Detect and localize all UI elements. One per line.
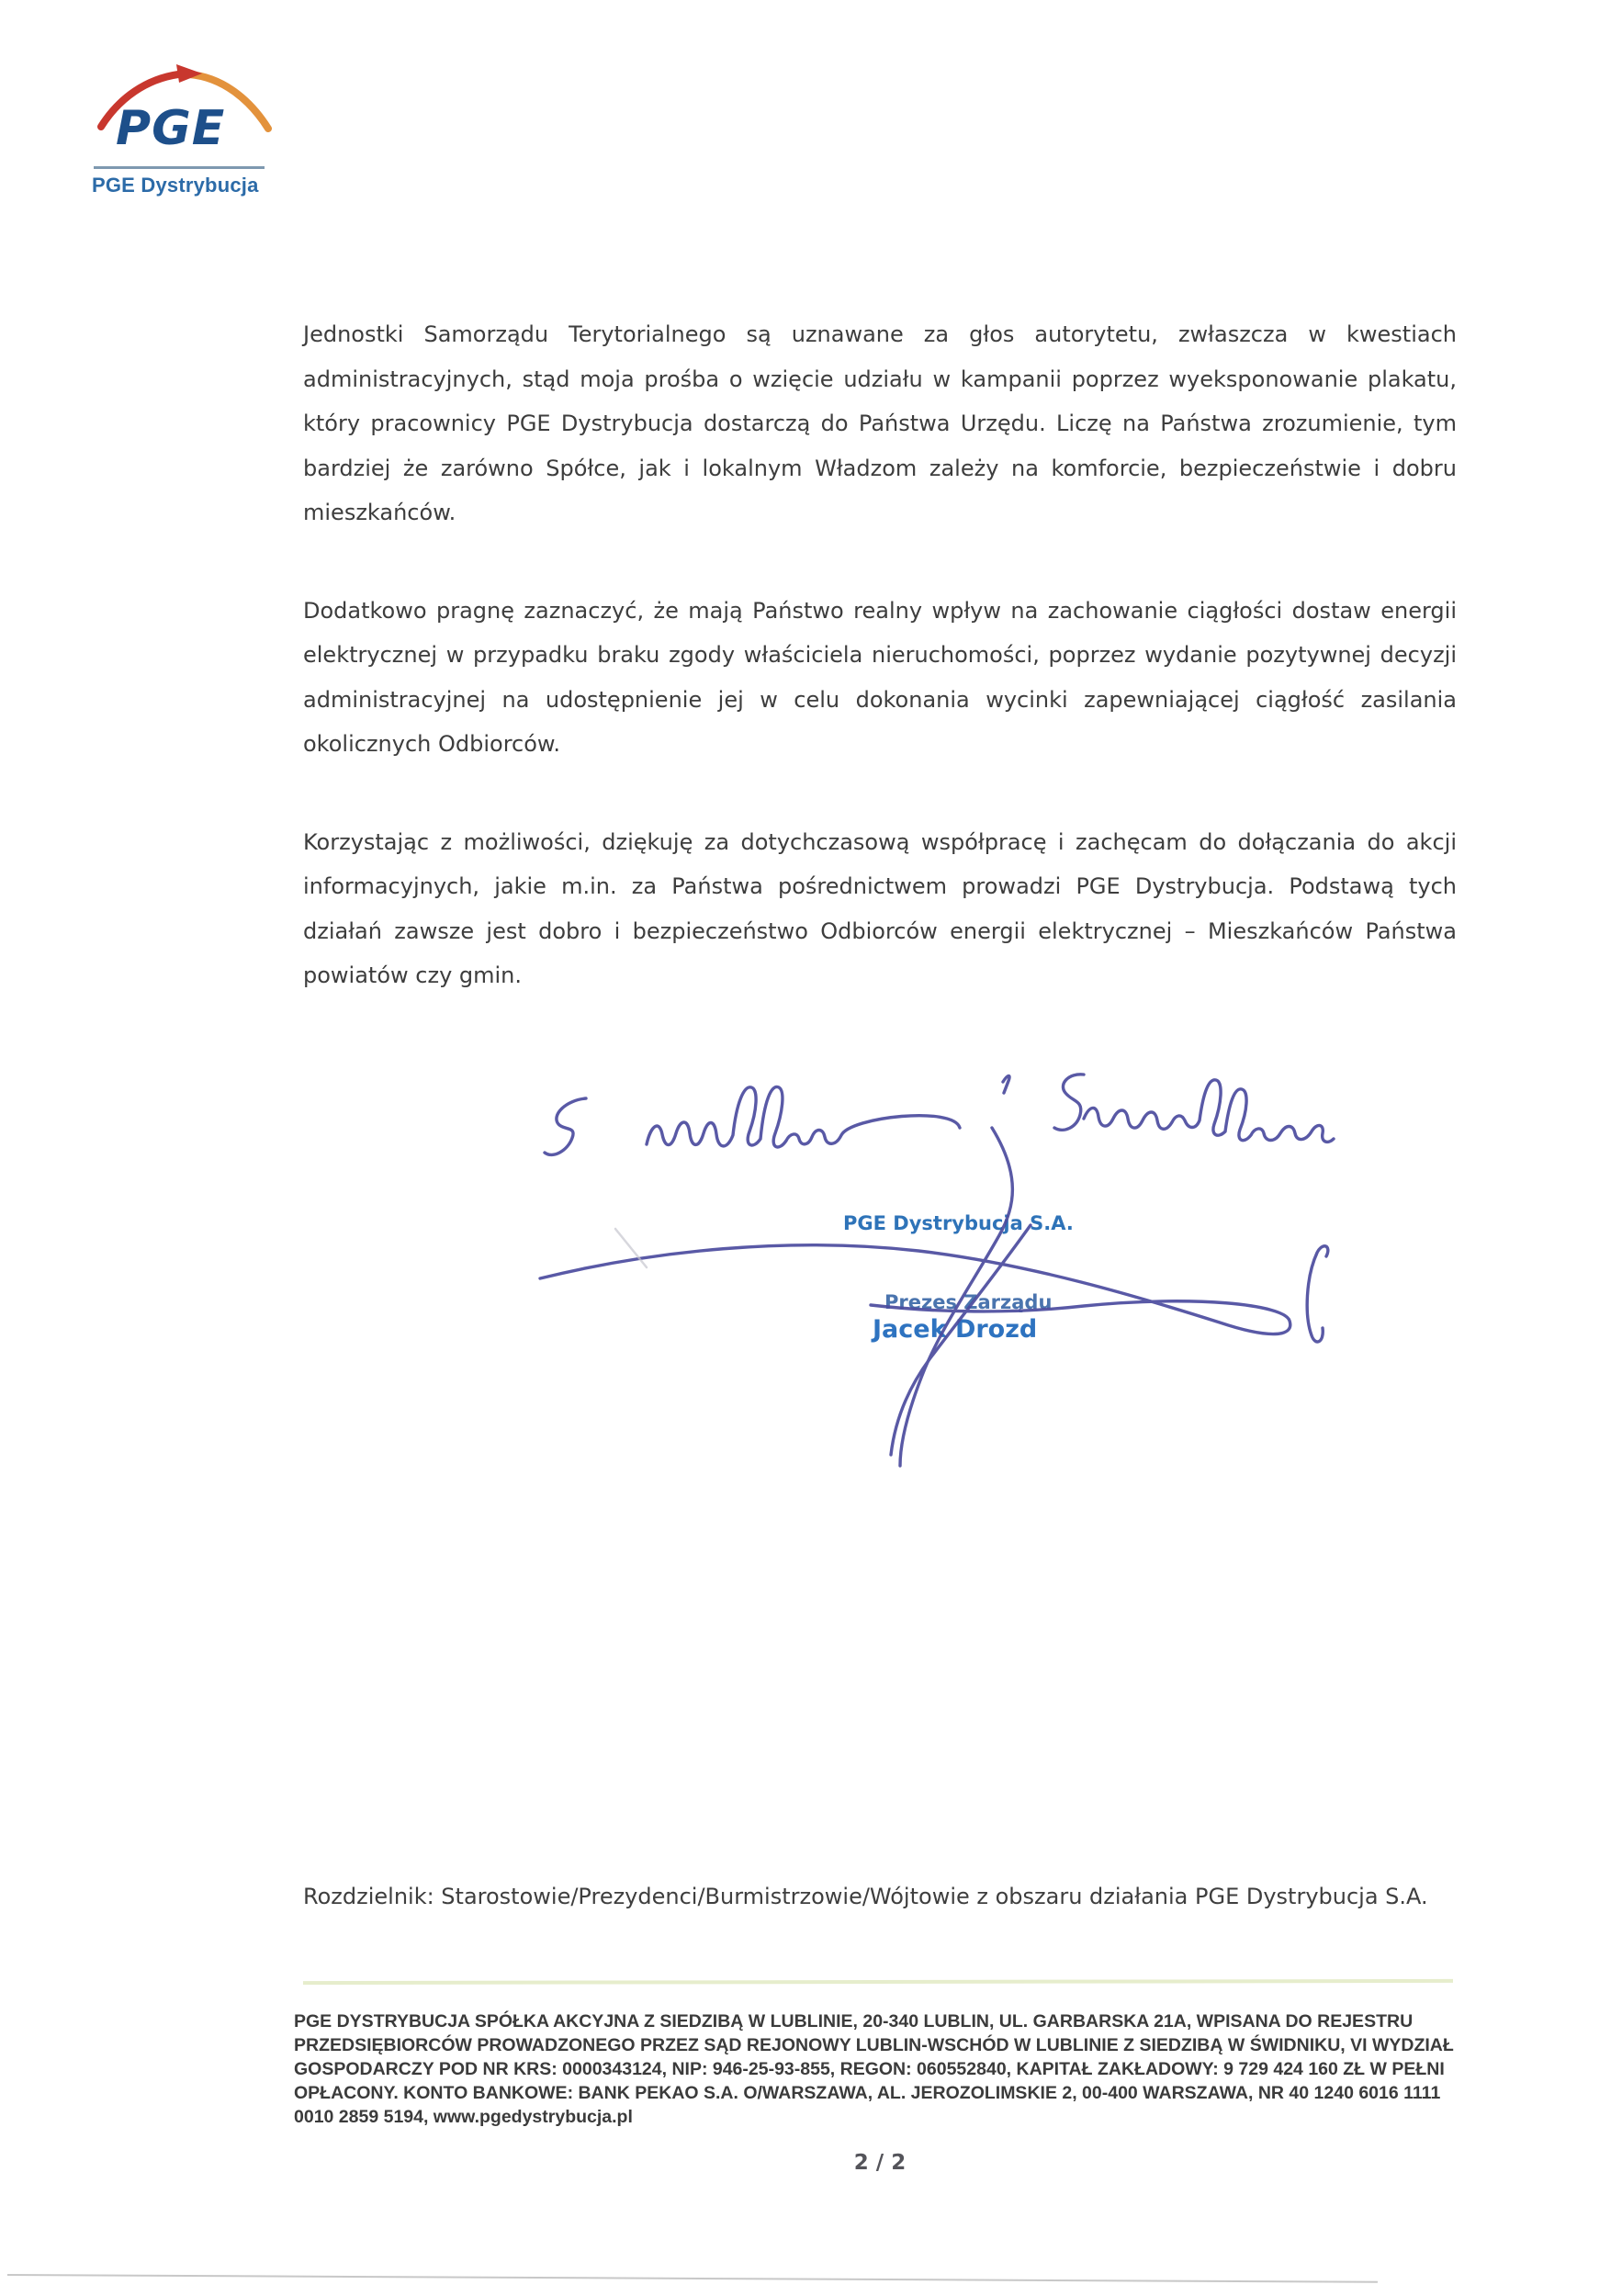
- company-footer: [294, 2009, 1462, 2129]
- footer-line-4: OPŁACONY. KONTO BANKOWE: BANK PEKAO S.A. O/WARSZAWA, AL. JEROZOLIMSKIE 2, 00-400 WARSZAWA, NR 40 1240 6016 1111: [294, 2083, 1441, 2103]
- stamp-person-name: Jacek Drozd: [873, 1315, 1038, 1344]
- pge-logo-caption: PGE Dystrybucja: [92, 174, 259, 197]
- scan-edge-artifact: [7, 2274, 1378, 2283]
- handwriting-tick-stroke: [1003, 1075, 1009, 1093]
- distribution-list: Rozdzielnik: Starostowie/Prezydenci/Burmistrzowie/Wójtowie z obszaru działania PGE Dystrybucja S.A.: [303, 1884, 1428, 1909]
- scan-pencil-mark: [615, 1229, 647, 1267]
- footer-line-1: PGE DYSTRYBUCJA SPÓŁKA AKCYJNA Z SIEDZIBĄ W LUBLINIE, 20-340 LUBLIN, UL. GARBARSKA 21A, WPISANA DO REJESTRU: [294, 2011, 1414, 2032]
- letter-body: [303, 312, 1457, 1052]
- page-number: 2 / 2: [853, 2151, 907, 2175]
- footer-line-2: PRZEDSIĘBIORCÓW PROWADZONEGO PRZEZ SĄD REJONOWY LUBLIN-WSCHÓD W LUBLINIE Z SIEDZIBĄ W ŚWIDNIKU, VI WYDZIAŁ: [294, 2035, 1454, 2055]
- stamp-job-title: Prezes Zarządu: [884, 1291, 1053, 1313]
- paragraph-1: Jednostki Samorządu Terytorialnego są uznawane za głos autorytetu, zwłaszcza w kwestiach administracyjnych, stąd moja prośba o wzięcie udziału w kampanii poprzez wyeksponowanie plakatu, który pracownicy PGE Dystrybucja dostarczą do Państwa Urzędu. Liczę na Państwa zrozumienie, tym bardziej że zarówno Spółce, jak i lokalnym Władzom zależy na komforcie, bezpieczeństwie i dobru mieszkańców.: [303, 321, 1457, 525]
- footer-divider: [303, 1979, 1453, 1985]
- footer-line-3: GOSPODARCZY POD NR KRS: 0000343124, NIP: 946-25-93-855, REGON: 060552840, KAPITAŁ ZAKŁADOWY: 9 729 424 160 ZŁ W PEŁNI: [294, 2059, 1445, 2079]
- pge-logo-divider: [94, 166, 265, 169]
- pge-logo-wordmark: PGE: [116, 101, 226, 156]
- footer-line-5: 0010 2859 5194, www.pgedystrybucja.pl: [294, 2107, 633, 2127]
- paragraph-3: Korzystając z możliwości, dziękuję za dotychczasową współpracę i zachęcam do dołączania do akcji informacyjnych, jakie m.in. za Państwa pośrednictwem prowadzi PGE Dystrybucja. Podstawą tych działań zawsze jest dobro i bezpieczeństwo Odbiorców energii elektrycznej – Mieszkańców Państwa powiatów czy gmin.: [303, 828, 1457, 988]
- handwriting-word2b-stroke: [1084, 1080, 1334, 1142]
- paragraph-2: Dodatkowo pragnę zaznaczyć, że mają Państwo realny wpływ na zachowanie ciągłości dostaw energii elektrycznej w przypadku braku zgody właściciela nieruchomości, poprzez wydanie pozytywnej decyzji administracyjnej na udostępnienie jej w celu dokonania wycinki zapewniającej ciągłość zasilania okolicznych Odbiorców.: [303, 597, 1457, 757]
- handwriting-word2-stroke: [1054, 1075, 1084, 1131]
- pge-logo: [92, 57, 276, 208]
- handwriting-z-stroke: [545, 1098, 586, 1154]
- signature-hook-stroke: [1307, 1246, 1328, 1342]
- handwriting-word1-stroke: [647, 1086, 960, 1147]
- stamp-company-name: PGE Dystrybucja S.A.: [843, 1212, 1074, 1234]
- handwritten-signature: [441, 1047, 1378, 1488]
